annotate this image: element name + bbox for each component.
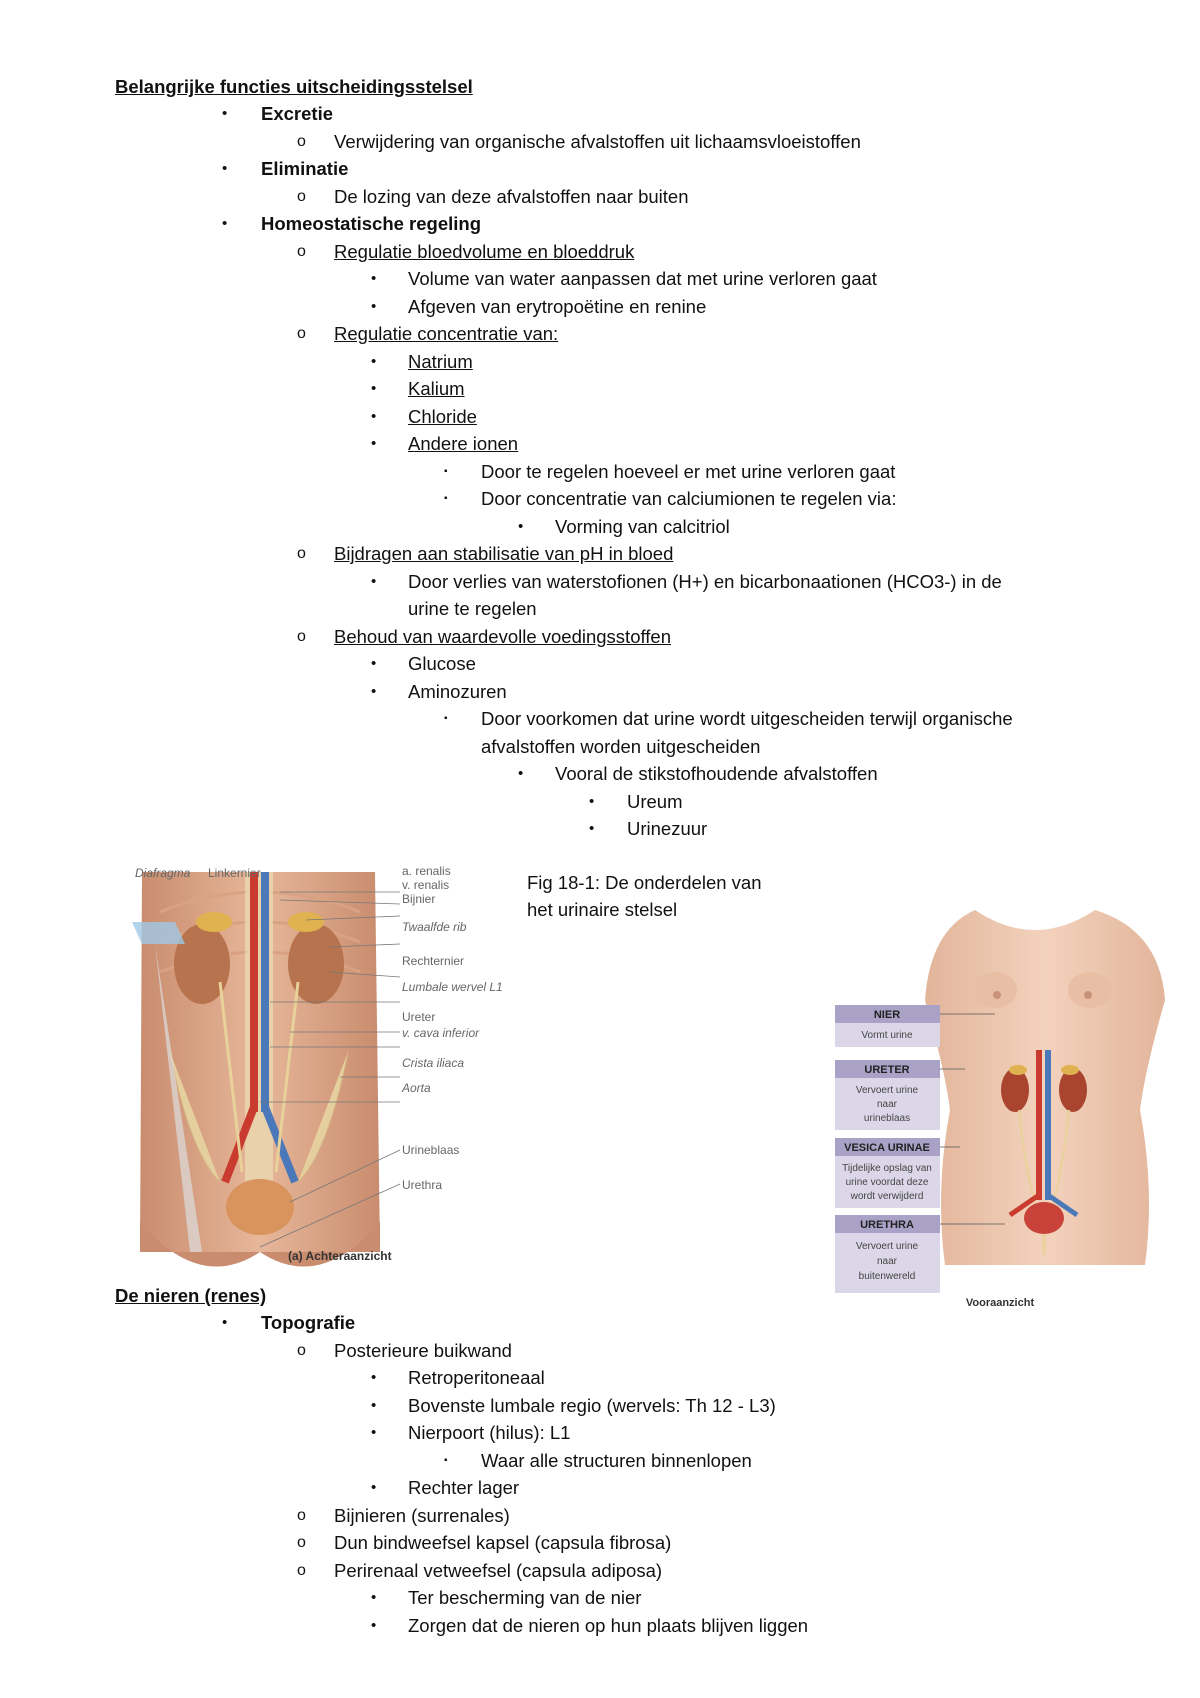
list-item: De lozing van deze afvalstoffen naar buiten — [334, 185, 689, 207]
list-item: Ureum — [627, 790, 683, 812]
box-ureter-title: URETER — [864, 1064, 910, 1076]
list-marker: • — [589, 792, 595, 810]
list-marker: • — [371, 1424, 377, 1441]
label-a-renalis: a. renalis — [402, 864, 451, 878]
list-item: Vooral de stikstofhoudende afvalstoffen — [555, 763, 878, 784]
box-nier-line-1: Vormt urine — [861, 1030, 913, 1041]
list-marker: • — [371, 1589, 377, 1606]
label-ureter: Ureter — [402, 1010, 436, 1024]
list-marker: • — [371, 682, 377, 700]
list-marker: o — [297, 132, 306, 150]
box-ureter-line-3: urineblaas — [863, 1113, 911, 1124]
list-item: Door te regelen hoeveel er met urine verloren gaat — [481, 460, 896, 482]
list-item: Volume van water aanpassen dat met urine verloren gaat — [408, 268, 877, 289]
list-item: Topografie — [261, 1312, 356, 1333]
list-item: Zorgen dat de nieren op hun plaats blijven liggen — [408, 1614, 809, 1636]
list-marker: • — [371, 572, 377, 590]
box-vesica-line-2: urine voordat deze — [845, 1177, 929, 1188]
list-marker: • — [371, 407, 377, 425]
list-marker: o — [297, 325, 306, 342]
posterior-view-caption: (a) Achteraanzicht — [288, 1249, 392, 1263]
list-item: Homeostatische regeling — [261, 213, 482, 234]
list-marker: o — [297, 1534, 306, 1551]
list-marker: ▪ — [444, 713, 448, 724]
label-urethra: Urethra — [402, 1178, 443, 1192]
list-item: Door concentratie van calciumionen te regelen via: — [481, 488, 897, 509]
label-diafragma: Diafragma — [135, 866, 191, 880]
anterior-view-boxes — [835, 1005, 1035, 1325]
list-item: Kalium — [408, 378, 465, 399]
section-heading-functions: Belangrijke functies uitscheidingsstelsel — [115, 76, 473, 97]
box-ureter-line-1: Vervoert urine — [855, 1085, 919, 1096]
list-marker: • — [222, 215, 228, 232]
box-urethra-title: URETHRA — [860, 1219, 914, 1231]
list-item: Dun bindweefsel kapsel (capsula fibrosa) — [334, 1532, 672, 1553]
list-marker: o — [297, 242, 306, 260]
list-item: Natrium — [408, 350, 473, 372]
list-marker: • — [371, 297, 377, 315]
figure-caption-line-1: Fig 18-1: De onderdelen van — [527, 872, 762, 893]
list-marker: • — [371, 435, 377, 452]
list-item: Bijnieren (surrenales) — [334, 1504, 510, 1526]
list-item: afvalstoffen worden uitgescheiden — [481, 735, 761, 757]
list-item: urine te regelen — [408, 598, 537, 619]
list-item: Chloride — [408, 405, 477, 427]
list-marker: • — [371, 1616, 377, 1634]
list-item: Nierpoort (hilus): L1 — [408, 1422, 571, 1443]
list-marker: • — [371, 1479, 377, 1496]
list-marker: • — [589, 820, 595, 837]
label-aorta: Aorta — [402, 1081, 431, 1095]
list-marker: • — [371, 270, 377, 287]
list-marker: ▪ — [444, 1454, 448, 1466]
label-v-cava-inferior: v. cava inferior — [402, 1026, 480, 1040]
list-item: Behoud van waardevolle voedingsstoffen — [334, 625, 672, 647]
list-item: Bovenste lumbale regio (wervels: Th 12 - L3) — [408, 1394, 776, 1416]
label-rechternier: Rechternier — [402, 954, 465, 968]
box-vesica-title: VESICA URINAE — [844, 1142, 930, 1154]
list-marker: o — [297, 1561, 306, 1579]
anterior-view-caption: Vooraanzicht — [965, 1297, 1035, 1309]
list-marker: • — [371, 1396, 377, 1414]
list-marker: o — [297, 627, 306, 645]
list-marker: o — [297, 1506, 306, 1524]
list-marker: • — [518, 765, 524, 782]
list-item: Excretie — [261, 103, 333, 124]
list-marker: • — [371, 655, 377, 672]
list-marker: • — [222, 1314, 228, 1331]
box-nier-title: NIER — [873, 1009, 901, 1021]
label-v-renalis: v. renalis — [402, 878, 450, 892]
list-marker: ▪ — [444, 465, 448, 477]
list-item: Posterieure buikwand — [334, 1339, 512, 1361]
box-vesica-line-1: Tijdelijke opslag van — [842, 1163, 932, 1174]
list-item: Door voorkomen dat urine wordt uitgescheiden terwijl organische — [481, 708, 1013, 729]
list-item: Regulatie concentratie van: — [334, 323, 559, 344]
list-item: Urinezuur — [627, 818, 708, 839]
section-heading-kidneys: De nieren (renes) — [115, 1285, 267, 1306]
list-item: Waar alle structuren binnenlopen — [481, 1449, 752, 1471]
list-item: Afgeven van erytropoëtine en renine — [408, 295, 707, 317]
label-crista-iliaca: Crista iliaca — [402, 1056, 465, 1070]
box-urethra-line-1: Vervoert urine — [855, 1241, 919, 1252]
list-item: Perirenaal vetweefsel (capsula adiposa) — [334, 1559, 663, 1581]
list-item: Glucose — [408, 653, 476, 674]
list-marker: ▪ — [444, 493, 448, 504]
list-item: Bijdragen aan stabilisatie van pH in bloed — [334, 543, 674, 564]
list-marker: • — [371, 380, 377, 397]
list-marker: o — [297, 187, 306, 205]
list-marker: • — [222, 105, 228, 122]
posterior-view-figure — [130, 852, 530, 1272]
box-urethra-line-3: buitenwereld — [858, 1271, 916, 1282]
list-marker: • — [371, 1369, 377, 1386]
label-bijnier: Bijnier — [402, 892, 436, 906]
box-urethra-line-2: naar — [876, 1256, 898, 1267]
label-lumbale-wervel: Lumbale wervel L1 — [402, 980, 503, 994]
list-item: Aminozuren — [408, 680, 507, 702]
list-marker: o — [297, 1341, 306, 1359]
box-vesica-line-3: wordt verwijderd — [850, 1191, 924, 1202]
list-marker: o — [297, 545, 306, 562]
list-marker: • — [518, 517, 524, 535]
list-item: Eliminatie — [261, 158, 349, 179]
list-marker: • — [371, 352, 377, 370]
box-ureter-line-2: naar — [876, 1099, 898, 1110]
list-item: Rechter lager — [408, 1477, 520, 1498]
list-item: Door verlies van waterstofionen (H+) en bicarbonaationen (HCO3-) in de — [408, 570, 1002, 592]
list-item: Retroperitoneaal — [408, 1367, 545, 1388]
list-item: Regulatie bloedvolume en bloeddruk — [334, 240, 635, 262]
list-item: Andere ionen — [408, 433, 519, 454]
list-item: Ter bescherming van de nier — [408, 1587, 642, 1608]
label-twaalfde-rib: Twaalfde rib — [402, 920, 467, 934]
list-marker: • — [222, 160, 228, 177]
label-urineblaas: Urineblaas — [402, 1143, 460, 1157]
figure-caption-line-2: het urinaire stelsel — [527, 899, 678, 920]
list-item: Vorming van calcitriol — [555, 515, 730, 537]
list-item: Verwijdering van organische afvalstoffen uit lichaamsvloeistoffen — [334, 130, 861, 152]
label-linkernier: Linkernier — [208, 866, 261, 880]
